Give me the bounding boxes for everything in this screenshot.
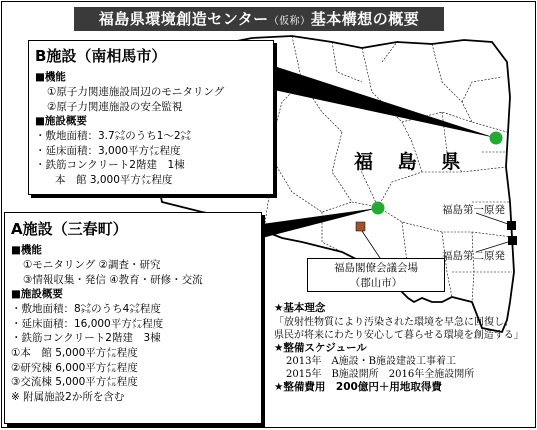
facility-a-overview-item: ※ 附属施設2か所を含む: [11, 390, 125, 403]
venue-city: （郡山市）: [349, 277, 403, 289]
facility-a-functions-heading: ■機能: [11, 244, 42, 256]
facility-a-overview-item: ②研究棟 6,000平方㍍程度: [11, 361, 138, 374]
facility-b-function: ①原子力関連施設周辺のモニタリング: [47, 86, 225, 98]
facility-a-overview-item: ・敷地面積：8㌶のうち4㌶程度: [11, 303, 161, 316]
prefecture-label: 福 島 県: [354, 151, 470, 173]
title-rest: 基本構想の概要: [310, 10, 420, 28]
title-main: 福島県環境創造センター: [98, 10, 269, 28]
site-a-marker: [372, 202, 385, 215]
site-b-marker: [490, 132, 503, 145]
npp2-label: 福島第二原発: [442, 250, 505, 262]
cost-line: [274, 381, 532, 395]
facility-b-overview-item: ・鉄筋コンクリート2階建 1棟: [35, 159, 185, 172]
facility-b-heading: B施設（南相馬市）: [35, 47, 167, 65]
npp1-marker: [507, 221, 516, 230]
facility-a-box: [4, 212, 262, 424]
principle-heading: ★基本理念: [274, 302, 326, 314]
facility-b-box: [28, 40, 274, 195]
page-title: [74, 7, 444, 31]
npp2-marker: [508, 236, 517, 245]
map-frame: [1, 1, 536, 428]
schedule-heading: ★整備スケジュール: [274, 341, 367, 354]
summary-block: [274, 302, 532, 395]
facility-a-heading: A施設（三春町）: [11, 220, 128, 238]
facility-b-overview-item: ・敷地面積：3.7㌶のうち1～2㌶: [35, 130, 192, 143]
principle-line: 「放射性物質により汚染された環境を早急に回復し、: [274, 316, 514, 328]
npp1-label: 福島第一原発: [442, 204, 505, 216]
facility-b-overview-item: ・延床面積：3,000平方㍍程度: [35, 144, 181, 157]
schedule-line: 2013年 A施設・B施設建設工事着工: [286, 356, 457, 367]
facility-a-function: ③情報収集・発信 ④教育・研修・交流: [23, 273, 203, 286]
facility-a-overview-item: ③交流棟 5,000平方㍍程度: [11, 376, 138, 389]
venue-label: [307, 258, 445, 292]
facility-a-overview-item: ①本 館 5,000平方㍍程度: [11, 346, 138, 359]
facility-b-functions-heading: ■機能: [35, 71, 66, 83]
cost-heading: ★整備費用: [274, 381, 326, 393]
schedule-line: 2015年 B施設開所 2016年全施設開所: [286, 369, 475, 380]
facility-a-overview-item: ・延床面積：16,000平方㍍程度: [11, 317, 164, 330]
facility-b-overview-heading: ■施設概要: [35, 115, 87, 128]
principle-line: 県民が将来にわたり安心して暮らせる環境を創造する」: [274, 329, 524, 341]
facility-b-overview-item: 本 館 3,000平方㍍程度: [55, 173, 173, 186]
venue-name: 福島閣僚会議会場: [334, 262, 418, 274]
facility-a-overview-item: ・鉄筋コンクリート2階建 3棟: [11, 332, 161, 345]
title-paren: （仮称）: [268, 16, 311, 27]
facility-a-function: ①モニタリング ②調査・研究: [23, 259, 161, 271]
facility-b-function: ②原子力関連施設の安全監視: [47, 100, 183, 113]
venue-marker: [356, 222, 365, 231]
cost-value: 200億円＋用地取得費: [335, 381, 442, 393]
facility-a-overview-heading: ■施設概要: [11, 288, 63, 301]
